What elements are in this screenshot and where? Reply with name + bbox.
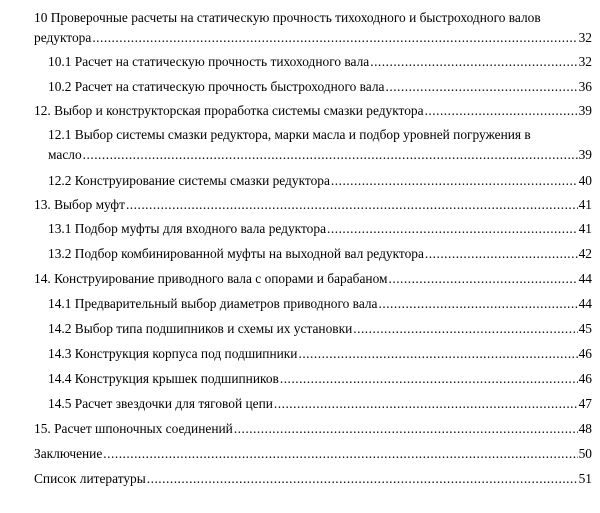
toc-entry-label: 10.2 Расчет на статическую прочность быстроходного вала [48, 79, 385, 94]
toc-entry-conclusion[interactable] [34, 446, 592, 462]
toc-page-number: 50 [578, 446, 592, 461]
toc-entry-label: Список литературы [34, 471, 146, 486]
toc-entry-label: 14.5 Расчет звездочки для тяговой цепи [48, 396, 273, 411]
leader-dots [274, 396, 578, 412]
leader-dots [280, 371, 578, 387]
toc-entry-label: 13. Выбор муфт [34, 197, 125, 212]
toc-page-number: 45 [578, 321, 592, 336]
leader-dots [298, 346, 577, 362]
toc-entry-label: 13.1 Подбор муфты для входного вала редуктора [48, 221, 327, 236]
toc-entry-10-line1: 10 Проверочные расчеты на статическую прочность тихоходного и быстроходного валов [34, 10, 541, 25]
toc-page-number: 32 [578, 54, 592, 69]
toc-entry-14-5[interactable] [48, 396, 592, 412]
toc-page-number: 46 [578, 371, 592, 386]
toc-entry-label: масло [48, 147, 82, 162]
toc-page-number: 51 [578, 471, 592, 486]
leader-dots [147, 471, 578, 487]
toc-entry-label: 12. Выбор и конструкторская проработка системы смазки редуктора [34, 103, 424, 118]
toc-entry-10-2[interactable] [48, 79, 592, 95]
toc-entry-label: 13.2 Подбор комбинированной муфты на выходной вал редуктора [48, 246, 424, 261]
toc-page-number: 44 [578, 271, 592, 286]
leader-dots [386, 79, 578, 95]
toc-entry-label: редуктора [34, 30, 92, 45]
leader-dots [103, 446, 577, 462]
toc-entry-10-1[interactable] [48, 54, 592, 70]
toc-page-number: 47 [578, 396, 592, 411]
leader-dots [425, 246, 578, 262]
toc-entry-references[interactable] [34, 471, 592, 487]
toc-entry-15[interactable] [34, 421, 592, 437]
toc-entry-12-1[interactable] [48, 147, 592, 163]
toc-entry-14-4[interactable] [48, 371, 592, 387]
toc-page-number: 41 [578, 197, 592, 212]
toc-entry-label: 10.1 Расчет на статическую прочность тихоходного вала [48, 54, 370, 69]
toc-page-number: 36 [578, 79, 592, 94]
toc-entry-13-1[interactable] [48, 221, 592, 237]
leader-dots [83, 147, 578, 163]
toc-entry-label: 14.4 Конструкция крышек подшипников [48, 371, 279, 386]
toc-page-number: 39 [578, 103, 592, 118]
toc-page-number: 44 [578, 296, 592, 311]
leader-dots [126, 197, 578, 213]
toc-entry-14-1[interactable] [48, 296, 592, 312]
leader-dots [425, 103, 578, 119]
toc-page-number: 46 [578, 346, 592, 361]
leader-dots [379, 296, 578, 312]
leader-dots [331, 173, 578, 189]
toc-entry-14-3[interactable] [48, 346, 592, 362]
toc-page-number: 41 [578, 221, 592, 236]
leader-dots [389, 271, 578, 287]
leader-dots [234, 421, 578, 437]
toc-entry-12[interactable] [34, 103, 592, 119]
leader-dots [327, 221, 578, 237]
toc-page-number: 48 [578, 421, 592, 436]
toc-entry-label: 14.3 Конструкция корпуса под подшипники [48, 346, 298, 361]
toc-page-number: 40 [578, 173, 592, 188]
toc-page-number: 32 [578, 30, 592, 45]
toc-page-number: 39 [578, 147, 592, 162]
toc-entry-label: Заключение [34, 446, 103, 461]
toc-entry-label: 14.2 Выбор типа подшипников и схемы их установки [48, 321, 353, 336]
toc-entry-13[interactable] [34, 197, 592, 213]
toc-entry-12-1-line1: 12.1 Выбор системы смазки редуктора, марки масла и подбор уровней погружения в [48, 127, 531, 142]
toc-entry-13-2[interactable] [48, 246, 592, 262]
leader-dots [92, 30, 577, 46]
leader-dots [353, 321, 577, 337]
toc-entry-label: 15. Расчет шпоночных соединений [34, 421, 233, 436]
toc-entry-14-2[interactable] [48, 321, 592, 337]
toc-entry-label: 12.2 Конструирование системы смазки редуктора [48, 173, 330, 188]
toc-entry-label: 14.1 Предварительный выбор диаметров приводного вала [48, 296, 378, 311]
toc-page-number: 42 [578, 246, 592, 261]
toc-entry-12-2[interactable] [48, 173, 592, 189]
toc-entry-10[interactable] [34, 30, 592, 46]
toc-entry-label: 14. Конструирование приводного вала с опорами и барабаном [34, 271, 388, 286]
leader-dots [370, 54, 577, 70]
toc-entry-14[interactable] [34, 271, 592, 287]
